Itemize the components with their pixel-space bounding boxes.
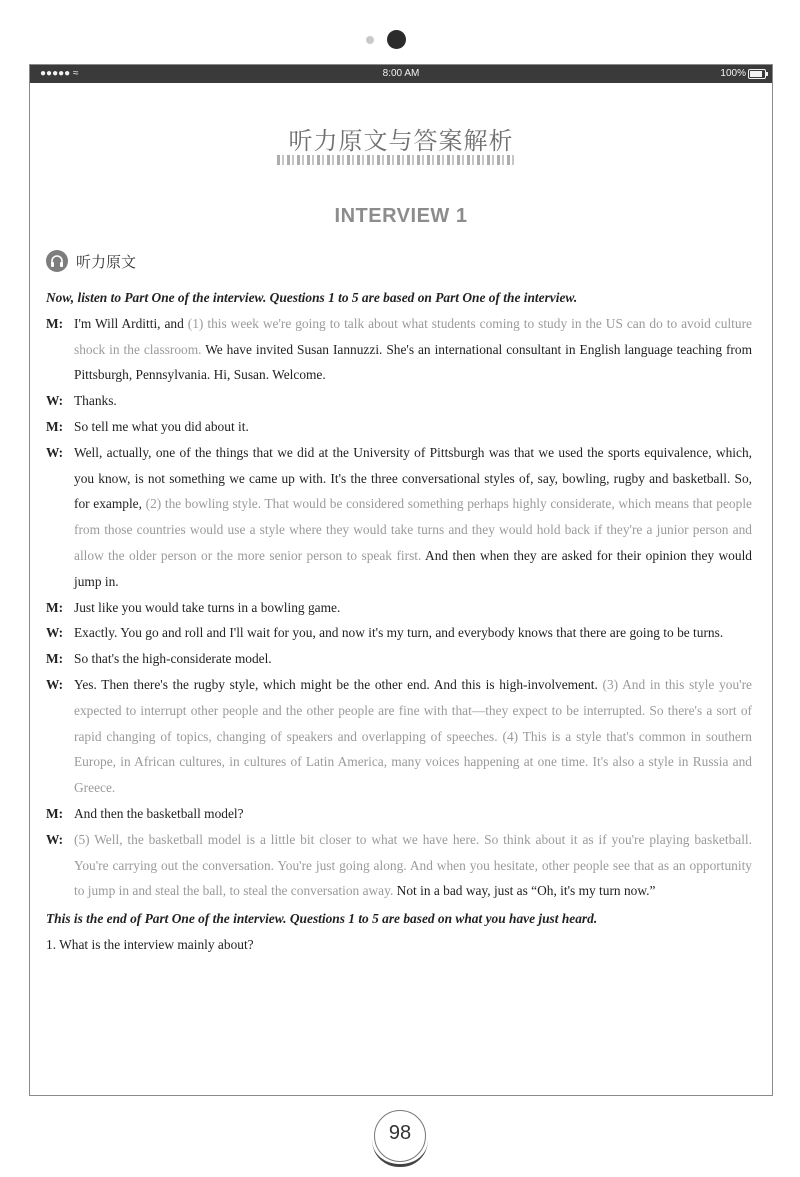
transcript-intro: Now, listen to Part One of the interview. Questions 1 to 5 are based on Part One of the interview.: [46, 290, 578, 305]
dialogue-turn: [46, 827, 752, 904]
section-header: [46, 249, 136, 273]
speaker-text: [74, 414, 752, 440]
dialogue-text: Well, actually, one of the things that we did at the University of Pittsburgh was that we used the sports equivalence, which, you know, is not something we came up with. It's the three conversational styles of, say, bowling, rugby and basketball. So, for example,: [74, 444, 752, 512]
dialogue-text: Just like you would take turns in a bowling game.: [74, 599, 341, 615]
dialogue-turn: [46, 646, 752, 672]
speaker-label: W:: [46, 625, 64, 641]
status-time: 8:00 AM: [382, 68, 420, 79]
dialogue-turn: [46, 414, 752, 440]
answer-highlight: (5) Well, the basketball model is a little bit closer to what we have here. So think about it as if you're playing basketball. You're carrying out the conversation. You're just going along. And when you hesitate, other people see that as an opportunity to jump in and steal the ball, to steal the conversation away.: [74, 831, 752, 899]
page-number: 98: [388, 1122, 412, 1144]
speaker-text: [74, 440, 752, 595]
transcript-outro: This is the end of Part One of the interview. Questions 1 to 5 are based on what you have just heard.: [46, 911, 598, 927]
dialogue-text: Exactly. You go and roll and I'll wait for you, and now it's my turn, and everybody knows that there are going to be turns.: [74, 625, 724, 641]
dialogue-text: Thanks.: [74, 393, 117, 409]
speaker-text: [74, 801, 752, 827]
dialogue-turn: [46, 801, 752, 827]
speaker-label: W:: [46, 393, 64, 409]
dialogue-text: I'm Will Arditti, and: [74, 315, 188, 331]
sensor-dot: [366, 36, 374, 44]
answer-highlight: (2) the bowling style. That would be considered something perhaps highly considerate, which means that people from those countries would use a style where they would take turns and they would hold back if they're a junior person and allow the older person or the more senior person to speak first.: [74, 496, 752, 563]
dialogue-turn: [46, 311, 752, 388]
dialogue-turn: [46, 440, 752, 595]
status-bar: [30, 65, 772, 83]
title-decoration: [277, 155, 517, 165]
speaker-text: [74, 388, 752, 414]
dialogue-text: And then when they are asked for their opinion they would jump in.: [74, 547, 752, 589]
speaker-text: [74, 595, 752, 621]
battery-percent: 100%: [720, 68, 746, 79]
dialogue-turn: [46, 620, 752, 646]
dialogue-text: And then the basketball model?: [74, 805, 244, 821]
dialogue-turn: [46, 388, 752, 414]
speaker-text: [74, 311, 752, 388]
device-camera-dots: [0, 30, 800, 50]
answer-highlight: (1) this week we're going to talk about what students coming to study in the US can do to avoid culture shock in the classroom.: [74, 315, 752, 357]
page-number-badge: [374, 1110, 426, 1162]
headphones-icon: [46, 250, 68, 272]
question-1: 1. What is the interview mainly about?: [46, 936, 254, 952]
dialogue-text: So that's the high-considerate model.: [74, 651, 272, 667]
speaker-text: [74, 827, 752, 904]
speaker-text: [74, 646, 752, 672]
dialogue-text: So tell me what you did about it.: [74, 418, 249, 434]
dialogue-text: We have invited Susan Iannuzzi. She's an international consultant in English language teaching from Pittsburgh, Pennsylvania. Hi, Susan. Welcome.: [74, 341, 753, 383]
transcript: [46, 285, 752, 958]
tablet-screen: [29, 64, 773, 1096]
page-title: 听力原文与答案解析: [288, 127, 514, 155]
speaker-text: [74, 672, 752, 801]
dialogue-turn: [46, 595, 752, 621]
speaker-label: W:: [46, 676, 64, 692]
camera-dot: [387, 30, 406, 49]
speaker-label: W:: [46, 831, 64, 847]
speaker-label: W:: [46, 444, 64, 460]
interview-heading: INTERVIEW 1: [334, 205, 468, 227]
dialogue-turns: [46, 311, 752, 904]
dialogue-turn: [46, 672, 752, 801]
speaker-label: M:: [46, 805, 64, 821]
speaker-text: [74, 620, 752, 646]
section-label: 听力原文: [76, 252, 137, 271]
answer-highlight: (3) And in this style you're expected to interrupt other people and the other people are fine with that—they expect to be interrupted. So there's a sort of rapid changing of topics, changing of speakers and overlapping of speeches. (4) This is a style that's common in southern Europe, in African cultures, in cultures of Latin America, many voices happening at one time. It's also a style in Russia and Greece.: [74, 676, 752, 796]
speaker-label: M:: [46, 418, 64, 434]
speaker-label: M:: [46, 599, 64, 615]
speaker-label: M:: [46, 315, 64, 331]
dialogue-text: Yes. Then there's the rugby style, which might be the other end. And this is high-involvement.: [74, 676, 603, 692]
speaker-label: M:: [46, 651, 64, 667]
signal-indicator: ●●●●● ≈: [40, 68, 79, 79]
dialogue-text: Not in a bad way, just as “Oh, it's my turn now.”: [393, 883, 656, 899]
battery-icon: [748, 69, 766, 79]
